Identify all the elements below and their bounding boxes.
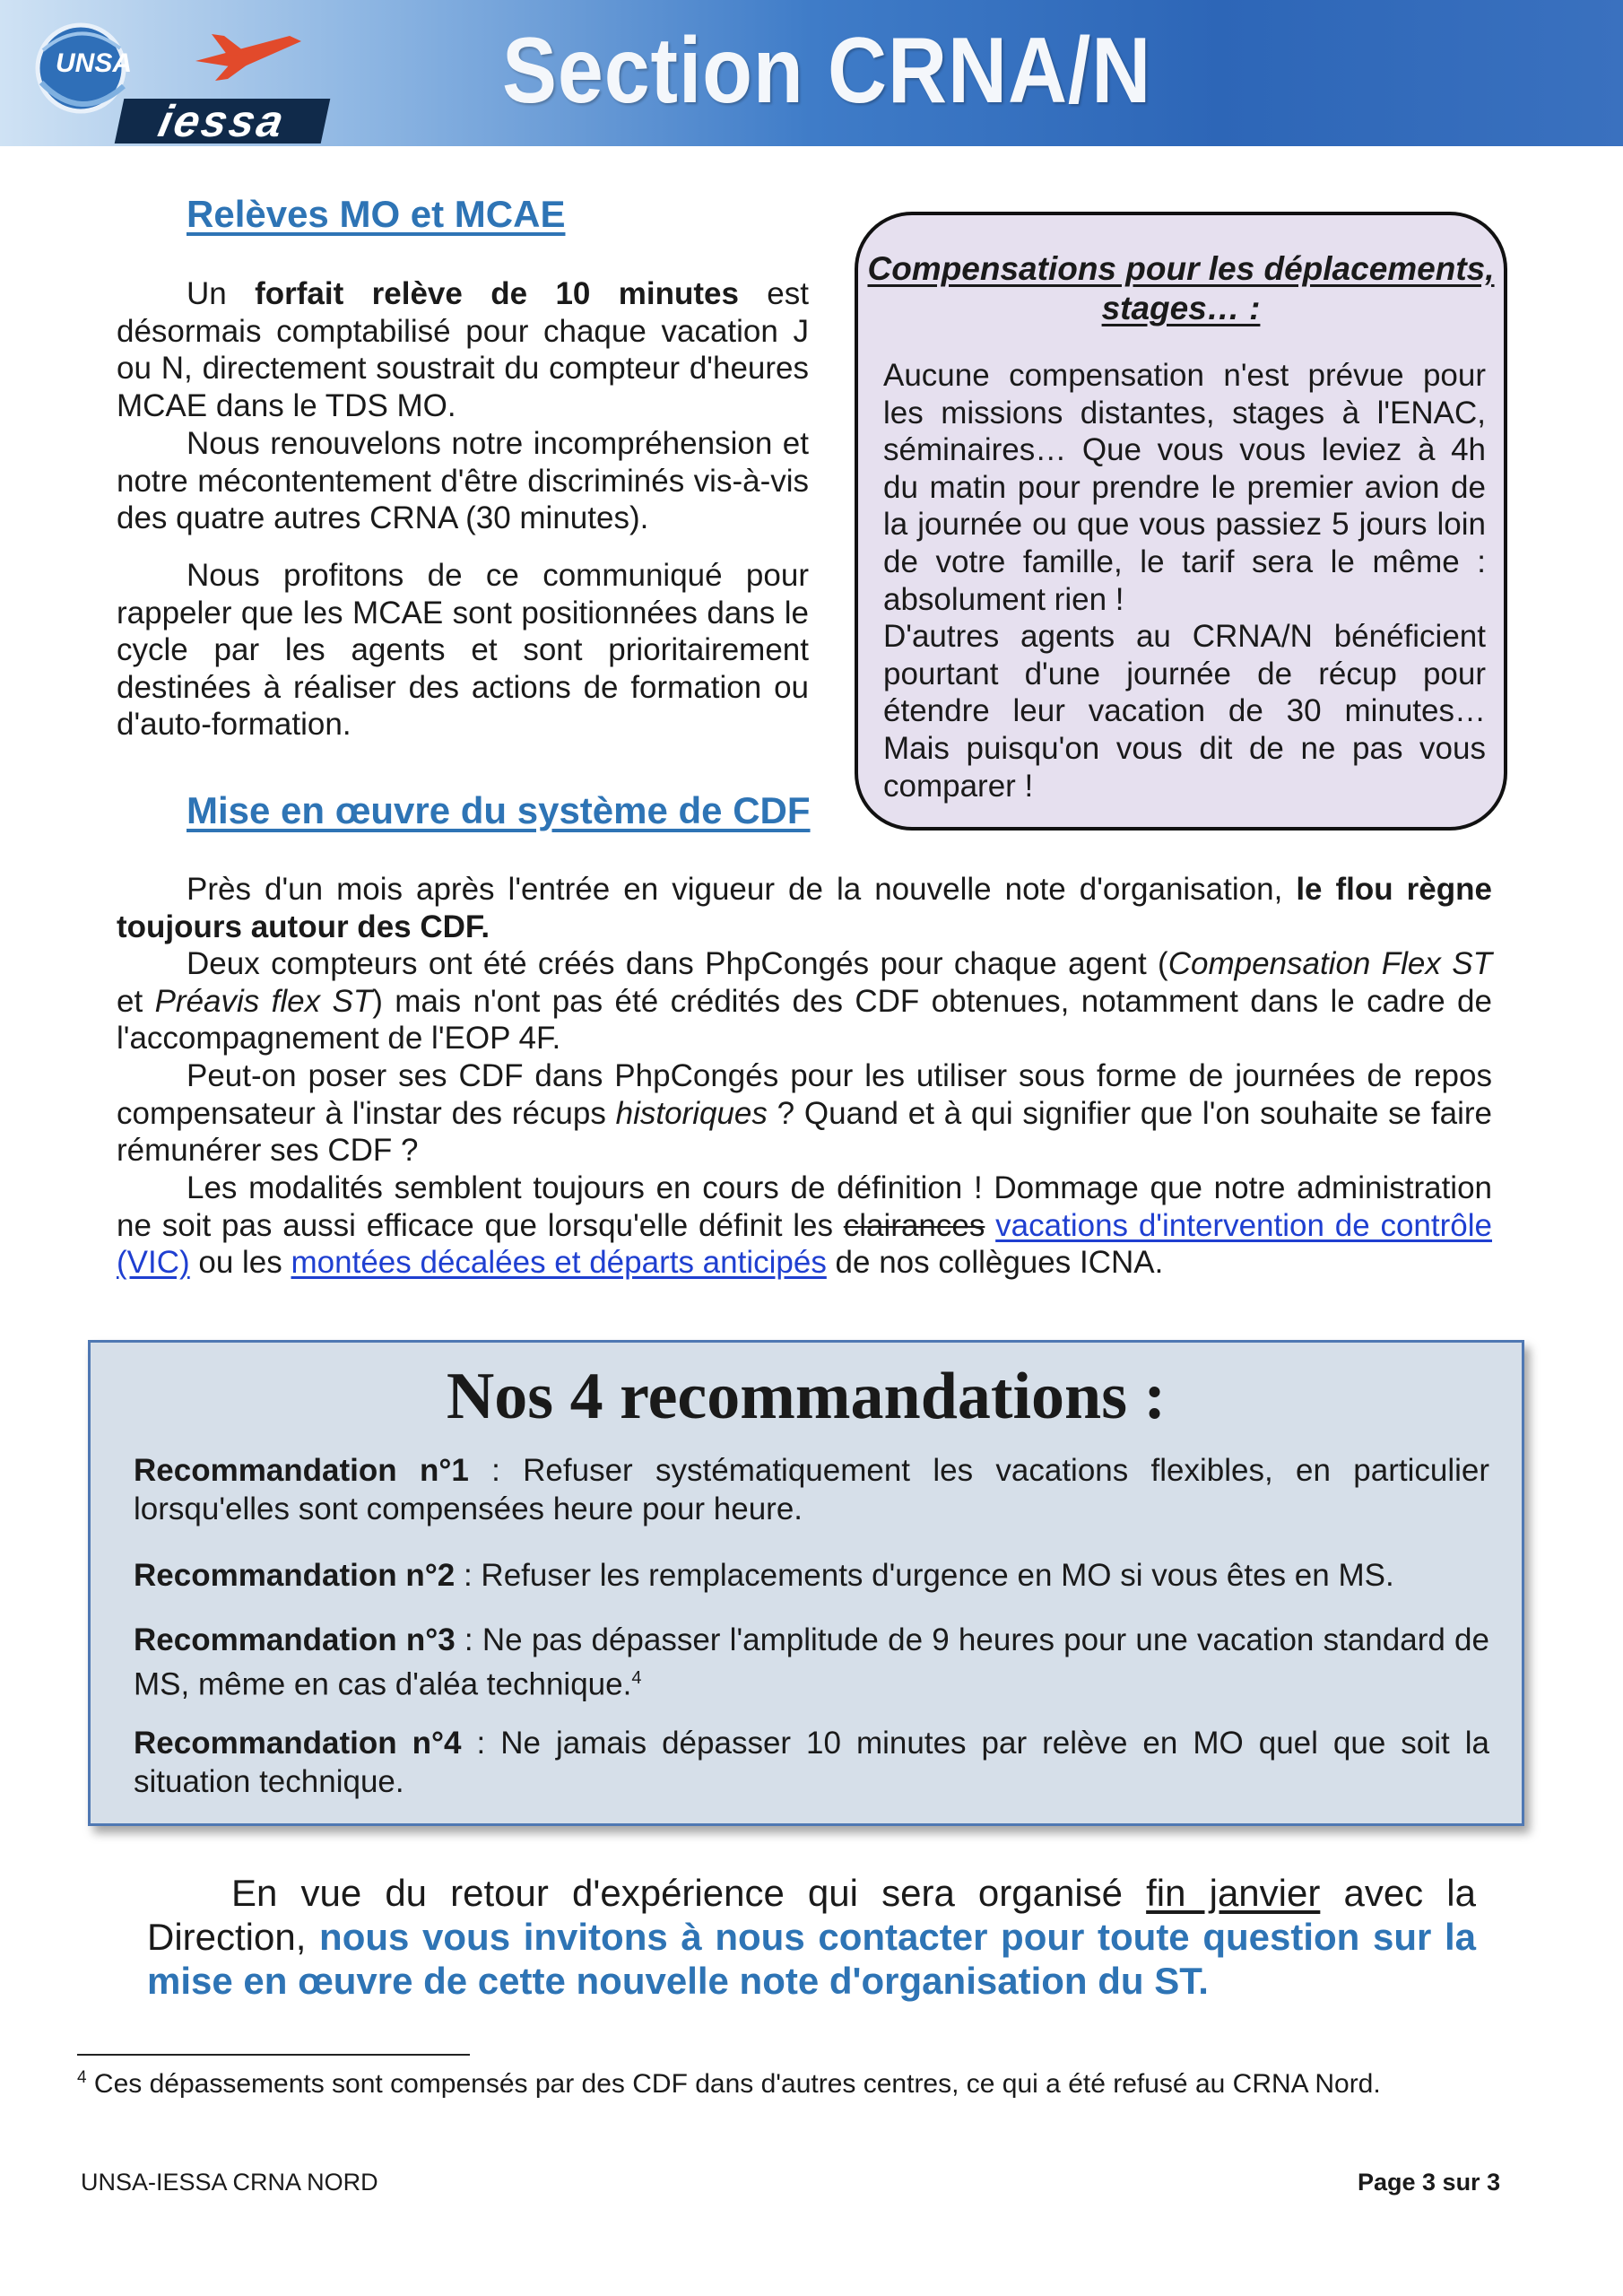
closing-paragraph: En vue du retour d'expérience qui sera organisé fin janvier avec la Direction, nous vous invitons à nous contacter pour toute question sur la mise en œuvre de cette nouvelle note d'organisation du ST. (147, 1872, 1476, 2002)
paragraph-releves-2: Nous renouvelons notre incompréhension et notre mécontentement d'être discriminés vis-à-vis des quatre autres CRNA (30 minutes). (117, 426, 809, 535)
struck-word: clairances (843, 1207, 985, 1243)
section-heading-releves: Relèves MO et MCAE (187, 193, 566, 235)
footnote: $^4$ Ces dépassements sont compensés par des CDF dans d'autres centres, ce qui a été refusé au CRNA Nord. (77, 2068, 1381, 2099)
header-banner (0, 0, 1623, 146)
recommendation-item: Recommandation n°2 : Refuser les remplacements d'urgence en MO si vous êtes en MS. (134, 1558, 1394, 1593)
compensation-callout (855, 212, 1507, 831)
paragraph-cdf-4: Les modalités semblent toujours en cours de définition ! Dommage que notre administration ne soit pas aussi efficace que lorsqu'elle définit les clairances vacations d'intervention de contrôle (VIC) ou les montées décalées et départs anticipés de nos collègues ICNA. (117, 1170, 1492, 1280)
recommendation-item: Recommandation n°4 : Ne jamais dépasser 10 minutes par relève en MO quel que soit la situation technique. (134, 1726, 1489, 1799)
link-montees-decalees[interactable]: montées décalées et départs anticipés (291, 1245, 827, 1280)
logo-wordmark: iessa (115, 99, 331, 144)
paragraph-cdf-2: Deux compteurs ont été créés dans PhpCongés pour chaque agent (Compensation Flex ST et Préavis flex ST) mais n'ont pas été crédités des CDF obtenues, notamment dans le cadre de l'accompagnement de l'EOP 4F. (117, 946, 1492, 1056)
paragraph-releves-3: Nous profitons de ce communiqué pour rappeler que les MCAE sont positionnées dans le cycle par les agents et sont prioritairement destinées à réaliser des actions de formation ou d'auto-formation. (117, 558, 809, 742)
logo-badge-text: UNSA (56, 48, 133, 78)
compensation-text: Aucune compensation n'est prévue pour les missions distantes, stages à l'ENAC, séminaires… Que vous vous leviez à 4h du matin pour prendre le premier avion de la journée ou que vous passiez 5 jours loin de votre famille, le tarif sera le même : absolument rien ! D'autres agents au CRNA/N bénéficient pourtant d'une journée de récup pour étendre leur vacation de 30 minutes… Mais puisqu'on vous dit de ne pas vous comparer ! (883, 358, 1486, 804)
link-vic[interactable]: vacations d'intervention de contrôle (VIC) (117, 1207, 1492, 1280)
recommendations-box (88, 1340, 1524, 1826)
recommendation-item: Recommandation n°3 : Ne pas dépasser l'amplitude de 9 heures pour une vacation standard de MS, même en cas d'aléa technique.$^4$ (134, 1622, 1489, 1702)
footnote-ref: 4 (631, 1668, 642, 1688)
recommendations-title: Nos 4 recommandations : (446, 1360, 1167, 1433)
footnote-divider (77, 2054, 470, 2056)
paragraph-cdf-1: Près d'un mois après l'entrée en vigueur de la nouvelle note d'organisation, le flou règne toujours autour des CDF. (117, 872, 1492, 944)
bold-forfait: forfait relève de 10 minutes (255, 276, 739, 311)
footer-organization: UNSA-IESSA CRNA NORD (81, 2169, 378, 2196)
paragraph-releves-1: Un forfait relève de 10 minutes est désormais comptabilisé pour chaque vacation J ou N, directement soustrait du compteur d'heures MCAE dans le TDS MO. (117, 276, 809, 423)
compensation-title: Compensations pour les déplacements, stages… : (867, 250, 1495, 326)
page-title: Section CRNA/N (502, 19, 1152, 123)
unsa-iessa-logo (16, 9, 321, 146)
paragraph-cdf-3: Peut-on poser ses CDF dans PhpCongés pour les utiliser sous forme de journées de repos compensateur à l'instar des récups historiques ? Quand et à qui signifier que l'on souhaite se faire rémunérer ses CDF ? (117, 1058, 1492, 1168)
page-number: Page 3 sur 3 (1358, 2169, 1501, 2196)
recommendation-item: Recommandation n°1 : Refuser systématiquement les vacations flexibles, en particulier lorsqu'elles sont compensées heure pour heure. (134, 1453, 1489, 1526)
section-heading-cdf: Mise en œuvre du système de CDF (187, 789, 811, 831)
